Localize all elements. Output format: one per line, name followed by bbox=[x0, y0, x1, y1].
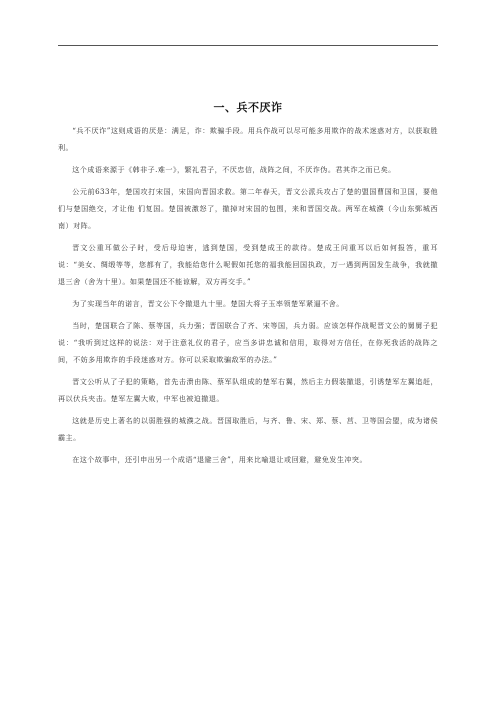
paragraph-3: 公元前633年，楚国攻打宋国，宋国向晋国求救。第二年春天，晋文公派兵攻占了楚的盟国曹国和卫国，要他们与楚国绝交，才让他 们复国。楚国被激怒了，撤掉对宋国的包围，来和晋国交战。两军在城濮（今山东鄄城西南）对阵。 bbox=[58, 187, 438, 230]
paragraph-2: 这个成语来源于《韩非子.难一》，繁礼君子，不厌忠信，战阵之间，不厌诈伪。君其诈之而已矣。 bbox=[72, 165, 396, 174]
page-title: 一、兵不厌诈 bbox=[213, 101, 283, 114]
paragraph-5: 为了实现当年的诺言，晋文公下令撤退九十里。楚国大将子玉率领楚军紧逼不舍。 bbox=[72, 299, 344, 308]
paragraph-7: 晋文公听从了子犯的策略，首先击溃由陈、蔡军队组成的楚军右翼，然后主力假装撤退，引诱楚军左翼追赶，再以伏兵夹击。楚军左翼大败，中军也被迫撤退。 bbox=[58, 377, 438, 403]
paragraph-6: 当时，楚国联合了陈、蔡等国，兵力强；晋国联合了齐、宋等国，兵力弱。应该怎样作战呢晋文公的舅舅子犯说：“我听到过这样的说法：对于注意礼仪的君子，应当多讲忠诚和信用，取得对方信任，在你死我活的战阵之间，不妨多用欺诈的手段迷惑对方。你可以采取欺骗敌军的办法。” bbox=[58, 321, 438, 364]
paragraph-8: 这就是历史上著名的以弱胜强的城濮之战。晋国取胜后，与齐、鲁、宋、郑、蔡、莒、卫等国会盟，成为诸侯霸主。 bbox=[58, 416, 438, 442]
paragraph-9: 在这个故事中，还引申出另一个成语“退避三舍”，用来比喻退让或回避，避免发生冲突。 bbox=[72, 455, 368, 464]
document-body bbox=[58, 122, 438, 473]
header-rule bbox=[58, 45, 438, 46]
paragraph-1: “兵不厌诈”这则成语的厌是：满足，诈：欺骗手段。用兵作战可以尽可能多用欺诈的战术迷惑对方，以获取胜利。 bbox=[58, 126, 438, 152]
paragraph-4: 晋文公重耳做公子时，受后母迫害，逃到楚国，受到楚成王的款待。楚成王问重耳以后如何报答，重耳说：“美女、绸缎等等，您都有了，我能给您什么呢假如托您的福我能回国执政，万一遇到两国发生战争，我就撤退三舍（舍为十里）。如果楚国还不能谅解，双方再交手。” bbox=[58, 243, 438, 286]
